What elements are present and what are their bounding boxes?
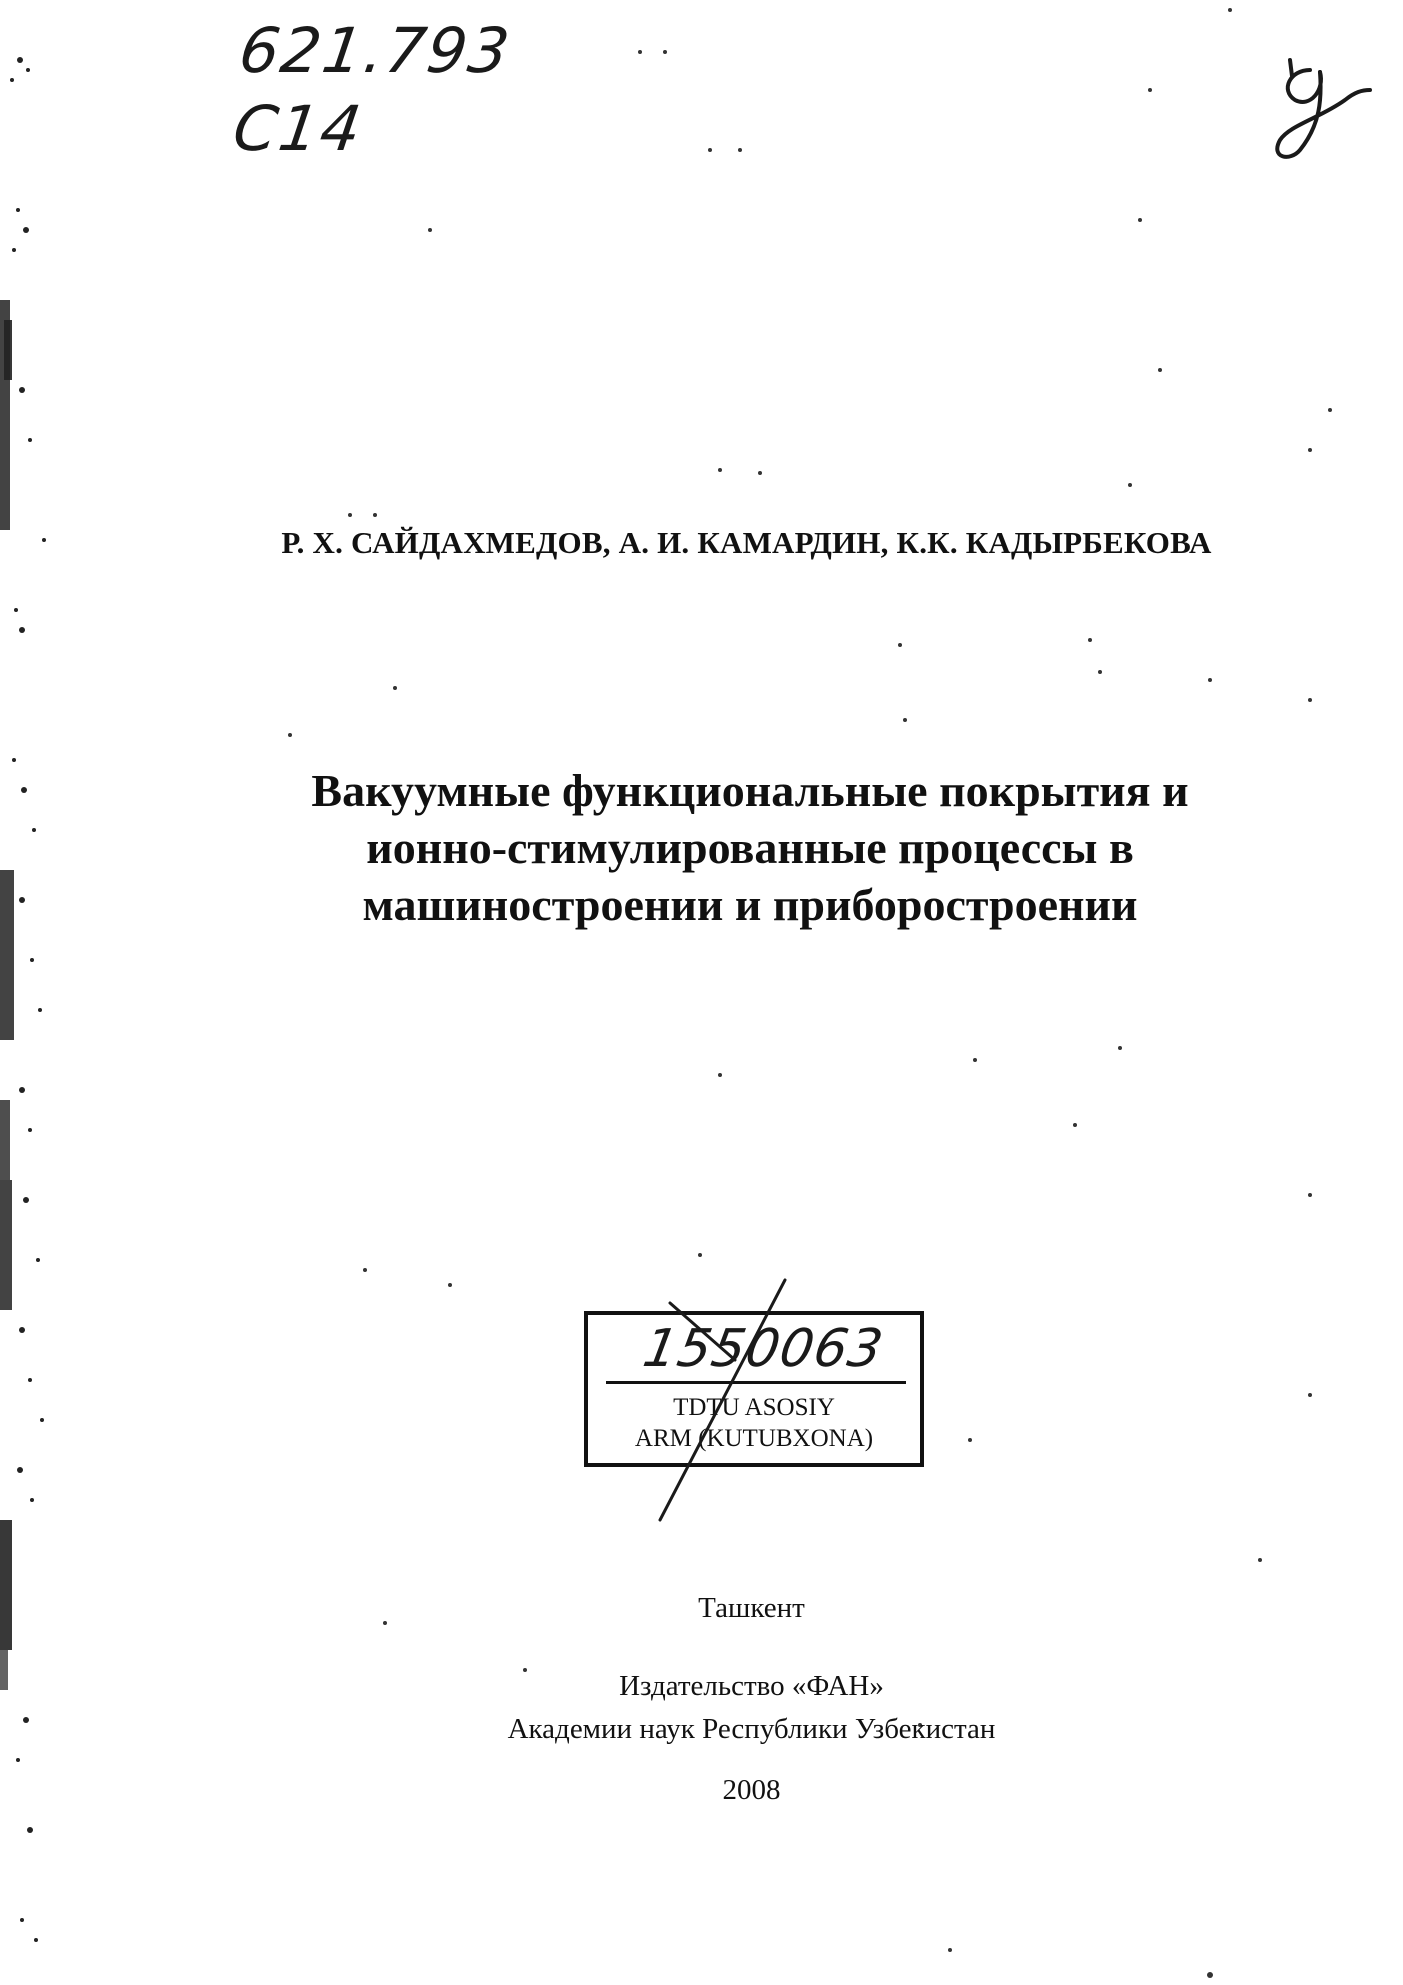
stamp-line-1: TDTU ASOSIY [673,1394,835,1421]
stamp-line-2: ARM (KUTUBXONA) [634,1425,874,1452]
imprint-city: Ташкент [698,1592,805,1624]
stamp-inventory-number: 1550063 [638,1319,888,1379]
imprint-year: 2008 [722,1774,781,1806]
book-title [240,762,1260,933]
handwritten-corner-mark [1250,40,1380,170]
imprint-publisher [0,1665,1403,1751]
title-line-1: Вакуумные функциональные покрытия и [311,765,1189,816]
authors-line: Р. Х. САЙДАХМЕДОВ, А. И. КАМАРДИН, К.К. КАДЫРБЕКОВА [281,525,1212,560]
handwritten-class-number: 621.793 [234,14,516,87]
handwritten-cutter-number: C14 [228,92,368,165]
title-line-2: ионно-стимулированные процессы в [366,822,1134,873]
publisher-line-1: Издательство «ФАН» [619,1670,884,1702]
stamp-strike-mark [640,1275,800,1525]
title-line-3: машиностроении и приборостроении [362,879,1138,930]
publisher-line-2: Академии наук Республики Узбекистан [507,1713,996,1745]
